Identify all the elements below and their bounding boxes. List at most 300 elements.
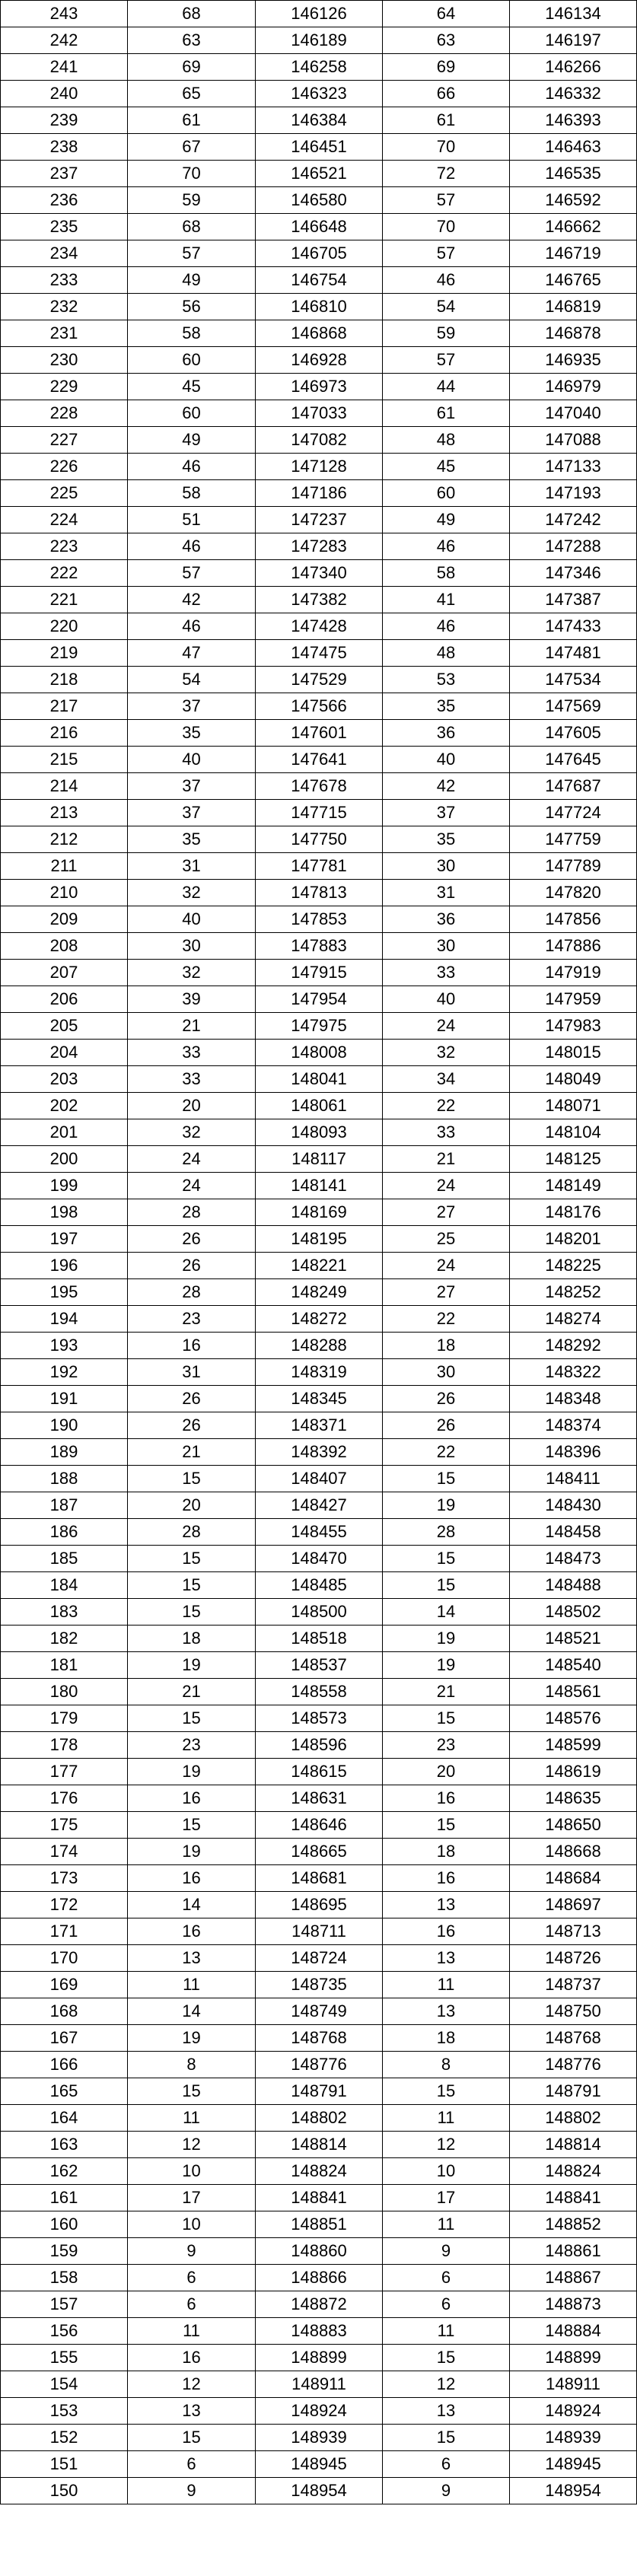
count-cell-a: 8 xyxy=(128,2052,256,2078)
cumulative-cell-a: 148288 xyxy=(256,1333,383,1359)
score-cell: 225 xyxy=(1,480,128,507)
table-row xyxy=(1,1812,637,1839)
count-cell-b: 17 xyxy=(383,2185,510,2211)
count-cell-a: 26 xyxy=(128,1412,256,1439)
count-cell-a: 60 xyxy=(128,347,256,374)
score-cell: 165 xyxy=(1,2078,128,2105)
count-cell-b: 72 xyxy=(383,161,510,187)
count-cell-a: 24 xyxy=(128,1173,256,1199)
count-cell-b: 15 xyxy=(383,1466,510,1492)
cumulative-cell-a: 147382 xyxy=(256,587,383,613)
count-cell-a: 20 xyxy=(128,1492,256,1519)
cumulative-cell-b: 146662 xyxy=(510,214,637,240)
count-cell-b: 13 xyxy=(383,1998,510,2025)
count-cell-b: 8 xyxy=(383,2052,510,2078)
table-row xyxy=(1,2291,637,2318)
count-cell-b: 13 xyxy=(383,1945,510,1972)
cumulative-cell-b: 146765 xyxy=(510,267,637,294)
table-row xyxy=(1,1519,637,1546)
cumulative-cell-b: 148274 xyxy=(510,1306,637,1333)
score-cell: 204 xyxy=(1,1040,128,1066)
cumulative-cell-a: 147883 xyxy=(256,933,383,960)
count-cell-a: 28 xyxy=(128,1199,256,1226)
score-cell: 218 xyxy=(1,667,128,693)
count-cell-a: 19 xyxy=(128,1652,256,1679)
score-cell: 216 xyxy=(1,720,128,747)
score-cell: 154 xyxy=(1,2371,128,2398)
cumulative-cell-a: 148924 xyxy=(256,2398,383,2425)
score-cell: 169 xyxy=(1,1972,128,1998)
score-cell: 174 xyxy=(1,1839,128,1865)
table-row xyxy=(1,2132,637,2158)
score-cell: 168 xyxy=(1,1998,128,2025)
count-cell-a: 49 xyxy=(128,427,256,454)
cumulative-cell-b: 148521 xyxy=(510,1626,637,1652)
score-cell: 222 xyxy=(1,560,128,587)
count-cell-b: 24 xyxy=(383,1173,510,1199)
score-cell: 156 xyxy=(1,2318,128,2345)
count-cell-b: 59 xyxy=(383,320,510,347)
count-cell-b: 48 xyxy=(383,427,510,454)
cumulative-cell-a: 148945 xyxy=(256,2451,383,2478)
cumulative-cell-a: 148681 xyxy=(256,1865,383,1892)
score-cell: 179 xyxy=(1,1705,128,1732)
count-cell-b: 23 xyxy=(383,1732,510,1759)
cumulative-cell-b: 148713 xyxy=(510,1918,637,1945)
cumulative-cell-b: 148458 xyxy=(510,1519,637,1546)
cumulative-cell-a: 147915 xyxy=(256,960,383,986)
cumulative-cell-a: 147475 xyxy=(256,640,383,667)
cumulative-cell-a: 147853 xyxy=(256,906,383,933)
cumulative-cell-a: 148814 xyxy=(256,2132,383,2158)
count-cell-a: 11 xyxy=(128,1972,256,1998)
count-cell-a: 54 xyxy=(128,667,256,693)
cumulative-cell-a: 147082 xyxy=(256,427,383,454)
cumulative-cell-a: 148392 xyxy=(256,1439,383,1466)
score-cell: 207 xyxy=(1,960,128,986)
count-cell-b: 63 xyxy=(383,27,510,54)
table-row xyxy=(1,960,637,986)
table-row xyxy=(1,1333,637,1359)
cumulative-cell-a: 146868 xyxy=(256,320,383,347)
count-cell-b: 6 xyxy=(383,2265,510,2291)
count-cell-b: 61 xyxy=(383,107,510,134)
cumulative-cell-b: 148396 xyxy=(510,1439,637,1466)
score-cell: 227 xyxy=(1,427,128,454)
count-cell-b: 35 xyxy=(383,693,510,720)
cumulative-cell-b: 148292 xyxy=(510,1333,637,1359)
cumulative-cell-b: 148599 xyxy=(510,1732,637,1759)
score-cell: 198 xyxy=(1,1199,128,1226)
count-cell-b: 21 xyxy=(383,1146,510,1173)
cumulative-cell-b: 148348 xyxy=(510,1386,637,1412)
score-cell: 176 xyxy=(1,1785,128,1812)
table-row xyxy=(1,1226,637,1253)
count-cell-b: 12 xyxy=(383,2132,510,2158)
cumulative-cell-a: 148939 xyxy=(256,2425,383,2451)
cumulative-cell-b: 148104 xyxy=(510,1119,637,1146)
count-cell-a: 19 xyxy=(128,1839,256,1865)
count-cell-b: 24 xyxy=(383,1013,510,1040)
table-row xyxy=(1,1599,637,1626)
cumulative-cell-b: 148884 xyxy=(510,2318,637,2345)
cumulative-cell-a: 146189 xyxy=(256,27,383,54)
cumulative-cell-a: 147128 xyxy=(256,454,383,480)
score-cell: 223 xyxy=(1,533,128,560)
cumulative-cell-b: 146197 xyxy=(510,27,637,54)
cumulative-cell-b: 147687 xyxy=(510,773,637,800)
cumulative-cell-a: 148537 xyxy=(256,1652,383,1679)
count-cell-b: 30 xyxy=(383,933,510,960)
count-cell-a: 67 xyxy=(128,134,256,161)
table-row xyxy=(1,1253,637,1279)
score-cell: 186 xyxy=(1,1519,128,1546)
count-cell-b: 9 xyxy=(383,2478,510,2504)
count-cell-a: 37 xyxy=(128,800,256,826)
count-cell-b: 70 xyxy=(383,134,510,161)
count-cell-b: 15 xyxy=(383,1572,510,1599)
count-cell-b: 18 xyxy=(383,1333,510,1359)
count-cell-a: 39 xyxy=(128,986,256,1013)
score-cell: 160 xyxy=(1,2211,128,2238)
count-cell-a: 18 xyxy=(128,1626,256,1652)
table-row xyxy=(1,1439,637,1466)
table-row xyxy=(1,480,637,507)
table-row xyxy=(1,1199,637,1226)
score-cell: 194 xyxy=(1,1306,128,1333)
table-row xyxy=(1,214,637,240)
cumulative-cell-b: 147724 xyxy=(510,800,637,826)
count-cell-a: 11 xyxy=(128,2318,256,2345)
score-cell: 242 xyxy=(1,27,128,54)
cumulative-cell-b: 148776 xyxy=(510,2052,637,2078)
cumulative-cell-a: 147641 xyxy=(256,747,383,773)
count-cell-b: 70 xyxy=(383,214,510,240)
cumulative-cell-b: 148071 xyxy=(510,1093,637,1119)
cumulative-cell-b: 147088 xyxy=(510,427,637,454)
count-cell-a: 58 xyxy=(128,480,256,507)
count-cell-a: 68 xyxy=(128,1,256,27)
cumulative-cell-a: 148427 xyxy=(256,1492,383,1519)
score-cell: 183 xyxy=(1,1599,128,1626)
count-cell-a: 59 xyxy=(128,187,256,214)
table-row xyxy=(1,2078,637,2105)
cumulative-cell-a: 148221 xyxy=(256,1253,383,1279)
table-row xyxy=(1,1652,637,1679)
table-row xyxy=(1,2025,637,2052)
count-cell-a: 9 xyxy=(128,2238,256,2265)
cumulative-cell-b: 146719 xyxy=(510,240,637,267)
table-row xyxy=(1,1093,637,1119)
score-cell: 164 xyxy=(1,2105,128,2132)
table-row xyxy=(1,880,637,906)
score-cell: 228 xyxy=(1,400,128,427)
cumulative-cell-a: 148319 xyxy=(256,1359,383,1386)
cumulative-cell-a: 147781 xyxy=(256,853,383,880)
cumulative-cell-b: 148899 xyxy=(510,2345,637,2371)
count-cell-a: 70 xyxy=(128,161,256,187)
score-cell: 234 xyxy=(1,240,128,267)
count-cell-b: 61 xyxy=(383,400,510,427)
table-row xyxy=(1,81,637,107)
cumulative-cell-b: 148791 xyxy=(510,2078,637,2105)
score-cell: 237 xyxy=(1,161,128,187)
count-cell-b: 35 xyxy=(383,826,510,853)
count-cell-a: 16 xyxy=(128,1918,256,1945)
count-cell-a: 13 xyxy=(128,1945,256,1972)
count-cell-b: 15 xyxy=(383,1546,510,1572)
table-row xyxy=(1,1892,637,1918)
count-cell-a: 37 xyxy=(128,693,256,720)
cumulative-cell-a: 148345 xyxy=(256,1386,383,1412)
score-cell: 208 xyxy=(1,933,128,960)
table-row xyxy=(1,1918,637,1945)
score-cell: 181 xyxy=(1,1652,128,1679)
cumulative-cell-b: 147481 xyxy=(510,640,637,667)
score-cell: 202 xyxy=(1,1093,128,1119)
count-cell-a: 20 xyxy=(128,1093,256,1119)
score-cell: 189 xyxy=(1,1439,128,1466)
count-cell-a: 49 xyxy=(128,267,256,294)
cumulative-cell-b: 148502 xyxy=(510,1599,637,1626)
cumulative-cell-a: 147186 xyxy=(256,480,383,507)
count-cell-b: 9 xyxy=(383,2238,510,2265)
table-row xyxy=(1,1865,637,1892)
count-cell-b: 13 xyxy=(383,1892,510,1918)
count-cell-b: 18 xyxy=(383,1839,510,1865)
table-row xyxy=(1,347,637,374)
count-cell-b: 27 xyxy=(383,1279,510,1306)
count-cell-a: 16 xyxy=(128,1333,256,1359)
cumulative-cell-b: 148125 xyxy=(510,1146,637,1173)
cumulative-cell-b: 146878 xyxy=(510,320,637,347)
count-cell-b: 36 xyxy=(383,906,510,933)
cumulative-cell-b: 146592 xyxy=(510,187,637,214)
count-cell-a: 32 xyxy=(128,1119,256,1146)
score-cell: 190 xyxy=(1,1412,128,1439)
cumulative-cell-a: 148851 xyxy=(256,2211,383,2238)
score-cell: 243 xyxy=(1,1,128,27)
cumulative-cell-a: 147975 xyxy=(256,1013,383,1040)
cumulative-cell-b: 148635 xyxy=(510,1785,637,1812)
cumulative-cell-a: 148093 xyxy=(256,1119,383,1146)
cumulative-cell-b: 148737 xyxy=(510,1972,637,1998)
cumulative-cell-a: 147340 xyxy=(256,560,383,587)
score-table-body xyxy=(1,1,637,2504)
table-row xyxy=(1,560,637,587)
cumulative-cell-b: 148430 xyxy=(510,1492,637,1519)
cumulative-cell-a: 147715 xyxy=(256,800,383,826)
cumulative-cell-b: 147193 xyxy=(510,480,637,507)
cumulative-cell-b: 148473 xyxy=(510,1546,637,1572)
cumulative-cell-b: 146935 xyxy=(510,347,637,374)
count-cell-b: 11 xyxy=(383,1972,510,1998)
score-cell: 188 xyxy=(1,1466,128,1492)
cumulative-cell-a: 146384 xyxy=(256,107,383,134)
cumulative-cell-b: 148954 xyxy=(510,2478,637,2504)
score-cell: 152 xyxy=(1,2425,128,2451)
count-cell-a: 28 xyxy=(128,1519,256,1546)
cumulative-cell-a: 147750 xyxy=(256,826,383,853)
score-cell: 172 xyxy=(1,1892,128,1918)
count-cell-a: 60 xyxy=(128,400,256,427)
score-cell: 205 xyxy=(1,1013,128,1040)
cumulative-cell-b: 148540 xyxy=(510,1652,637,1679)
cumulative-cell-a: 148665 xyxy=(256,1839,383,1865)
cumulative-cell-b: 147645 xyxy=(510,747,637,773)
cumulative-cell-b: 148201 xyxy=(510,1226,637,1253)
table-row xyxy=(1,1279,637,1306)
cumulative-cell-b: 147886 xyxy=(510,933,637,960)
count-cell-a: 16 xyxy=(128,1865,256,1892)
score-cell: 213 xyxy=(1,800,128,826)
cumulative-cell-a: 147283 xyxy=(256,533,383,560)
count-cell-a: 26 xyxy=(128,1386,256,1412)
cumulative-cell-a: 148249 xyxy=(256,1279,383,1306)
score-cell: 232 xyxy=(1,294,128,320)
count-cell-b: 60 xyxy=(383,480,510,507)
count-cell-a: 40 xyxy=(128,906,256,933)
count-cell-b: 24 xyxy=(383,1253,510,1279)
table-row xyxy=(1,2345,637,2371)
cumulative-cell-b: 148768 xyxy=(510,2025,637,2052)
score-cell: 210 xyxy=(1,880,128,906)
count-cell-a: 12 xyxy=(128,2132,256,2158)
count-cell-a: 17 xyxy=(128,2185,256,2211)
cumulative-cell-a: 148749 xyxy=(256,1998,383,2025)
count-cell-b: 34 xyxy=(383,1066,510,1093)
count-cell-b: 11 xyxy=(383,2105,510,2132)
cumulative-cell-b: 148841 xyxy=(510,2185,637,2211)
count-cell-b: 22 xyxy=(383,1306,510,1333)
cumulative-cell-a: 148371 xyxy=(256,1412,383,1439)
score-cell: 162 xyxy=(1,2158,128,2185)
cumulative-cell-a: 148724 xyxy=(256,1945,383,1972)
cumulative-cell-b: 148873 xyxy=(510,2291,637,2318)
score-cell: 157 xyxy=(1,2291,128,2318)
score-cell: 201 xyxy=(1,1119,128,1146)
cumulative-cell-a: 148117 xyxy=(256,1146,383,1173)
cumulative-cell-b: 148802 xyxy=(510,2105,637,2132)
table-row xyxy=(1,1386,637,1412)
table-row xyxy=(1,2265,637,2291)
table-row xyxy=(1,613,637,640)
count-cell-a: 32 xyxy=(128,880,256,906)
cumulative-cell-a: 146521 xyxy=(256,161,383,187)
count-cell-b: 6 xyxy=(383,2291,510,2318)
table-row xyxy=(1,320,637,347)
cumulative-cell-b: 148176 xyxy=(510,1199,637,1226)
count-cell-b: 32 xyxy=(383,1040,510,1066)
cumulative-cell-a: 148954 xyxy=(256,2478,383,2504)
cumulative-cell-a: 148872 xyxy=(256,2291,383,2318)
count-cell-b: 46 xyxy=(383,533,510,560)
table-row xyxy=(1,1626,637,1652)
cumulative-cell-b: 147820 xyxy=(510,880,637,906)
table-row xyxy=(1,1839,637,1865)
count-cell-a: 26 xyxy=(128,1226,256,1253)
table-row xyxy=(1,933,637,960)
score-cell: 195 xyxy=(1,1279,128,1306)
count-cell-a: 14 xyxy=(128,1892,256,1918)
table-row xyxy=(1,1679,637,1705)
count-cell-a: 26 xyxy=(128,1253,256,1279)
count-cell-a: 19 xyxy=(128,2025,256,2052)
cumulative-cell-b: 148322 xyxy=(510,1359,637,1386)
table-row xyxy=(1,640,637,667)
cumulative-cell-a: 148631 xyxy=(256,1785,383,1812)
count-cell-a: 57 xyxy=(128,560,256,587)
cumulative-cell-b: 148149 xyxy=(510,1173,637,1199)
score-cell: 220 xyxy=(1,613,128,640)
table-row xyxy=(1,27,637,54)
count-cell-a: 15 xyxy=(128,1546,256,1572)
count-cell-a: 15 xyxy=(128,2425,256,2451)
cumulative-cell-b: 148650 xyxy=(510,1812,637,1839)
table-row xyxy=(1,107,637,134)
count-cell-b: 36 xyxy=(383,720,510,747)
cumulative-cell-a: 148061 xyxy=(256,1093,383,1119)
count-cell-a: 31 xyxy=(128,1359,256,1386)
score-cell: 151 xyxy=(1,2451,128,2478)
count-cell-b: 19 xyxy=(383,1652,510,1679)
score-cell: 224 xyxy=(1,507,128,533)
cumulative-cell-a: 148455 xyxy=(256,1519,383,1546)
count-cell-a: 61 xyxy=(128,107,256,134)
cumulative-cell-b: 148049 xyxy=(510,1066,637,1093)
count-cell-a: 15 xyxy=(128,1705,256,1732)
count-cell-b: 40 xyxy=(383,986,510,1013)
score-cell: 184 xyxy=(1,1572,128,1599)
cumulative-cell-a: 148695 xyxy=(256,1892,383,1918)
score-cell: 193 xyxy=(1,1333,128,1359)
score-cell: 233 xyxy=(1,267,128,294)
score-cell: 239 xyxy=(1,107,128,134)
cumulative-cell-a: 148141 xyxy=(256,1173,383,1199)
cumulative-cell-b: 147040 xyxy=(510,400,637,427)
count-cell-b: 57 xyxy=(383,347,510,374)
cumulative-cell-b: 147346 xyxy=(510,560,637,587)
table-row xyxy=(1,533,637,560)
count-cell-b: 15 xyxy=(383,2345,510,2371)
cumulative-cell-b: 148861 xyxy=(510,2238,637,2265)
cumulative-cell-a: 148841 xyxy=(256,2185,383,2211)
table-row xyxy=(1,693,637,720)
count-cell-b: 16 xyxy=(383,1918,510,1945)
table-row xyxy=(1,1466,637,1492)
score-cell: 211 xyxy=(1,853,128,880)
count-cell-b: 69 xyxy=(383,54,510,81)
count-cell-a: 15 xyxy=(128,1812,256,1839)
table-row xyxy=(1,1546,637,1572)
count-cell-a: 35 xyxy=(128,720,256,747)
cumulative-cell-b: 146463 xyxy=(510,134,637,161)
score-cell: 219 xyxy=(1,640,128,667)
cumulative-cell-a: 148883 xyxy=(256,2318,383,2345)
score-cell: 209 xyxy=(1,906,128,933)
count-cell-a: 46 xyxy=(128,613,256,640)
cumulative-cell-a: 148041 xyxy=(256,1066,383,1093)
count-cell-a: 6 xyxy=(128,2265,256,2291)
cumulative-cell-b: 147959 xyxy=(510,986,637,1013)
table-row xyxy=(1,1359,637,1386)
score-cell: 235 xyxy=(1,214,128,240)
cumulative-cell-a: 148407 xyxy=(256,1466,383,1492)
score-cell: 230 xyxy=(1,347,128,374)
cumulative-cell-b: 147387 xyxy=(510,587,637,613)
cumulative-cell-b: 148488 xyxy=(510,1572,637,1599)
cumulative-cell-a: 148615 xyxy=(256,1759,383,1785)
